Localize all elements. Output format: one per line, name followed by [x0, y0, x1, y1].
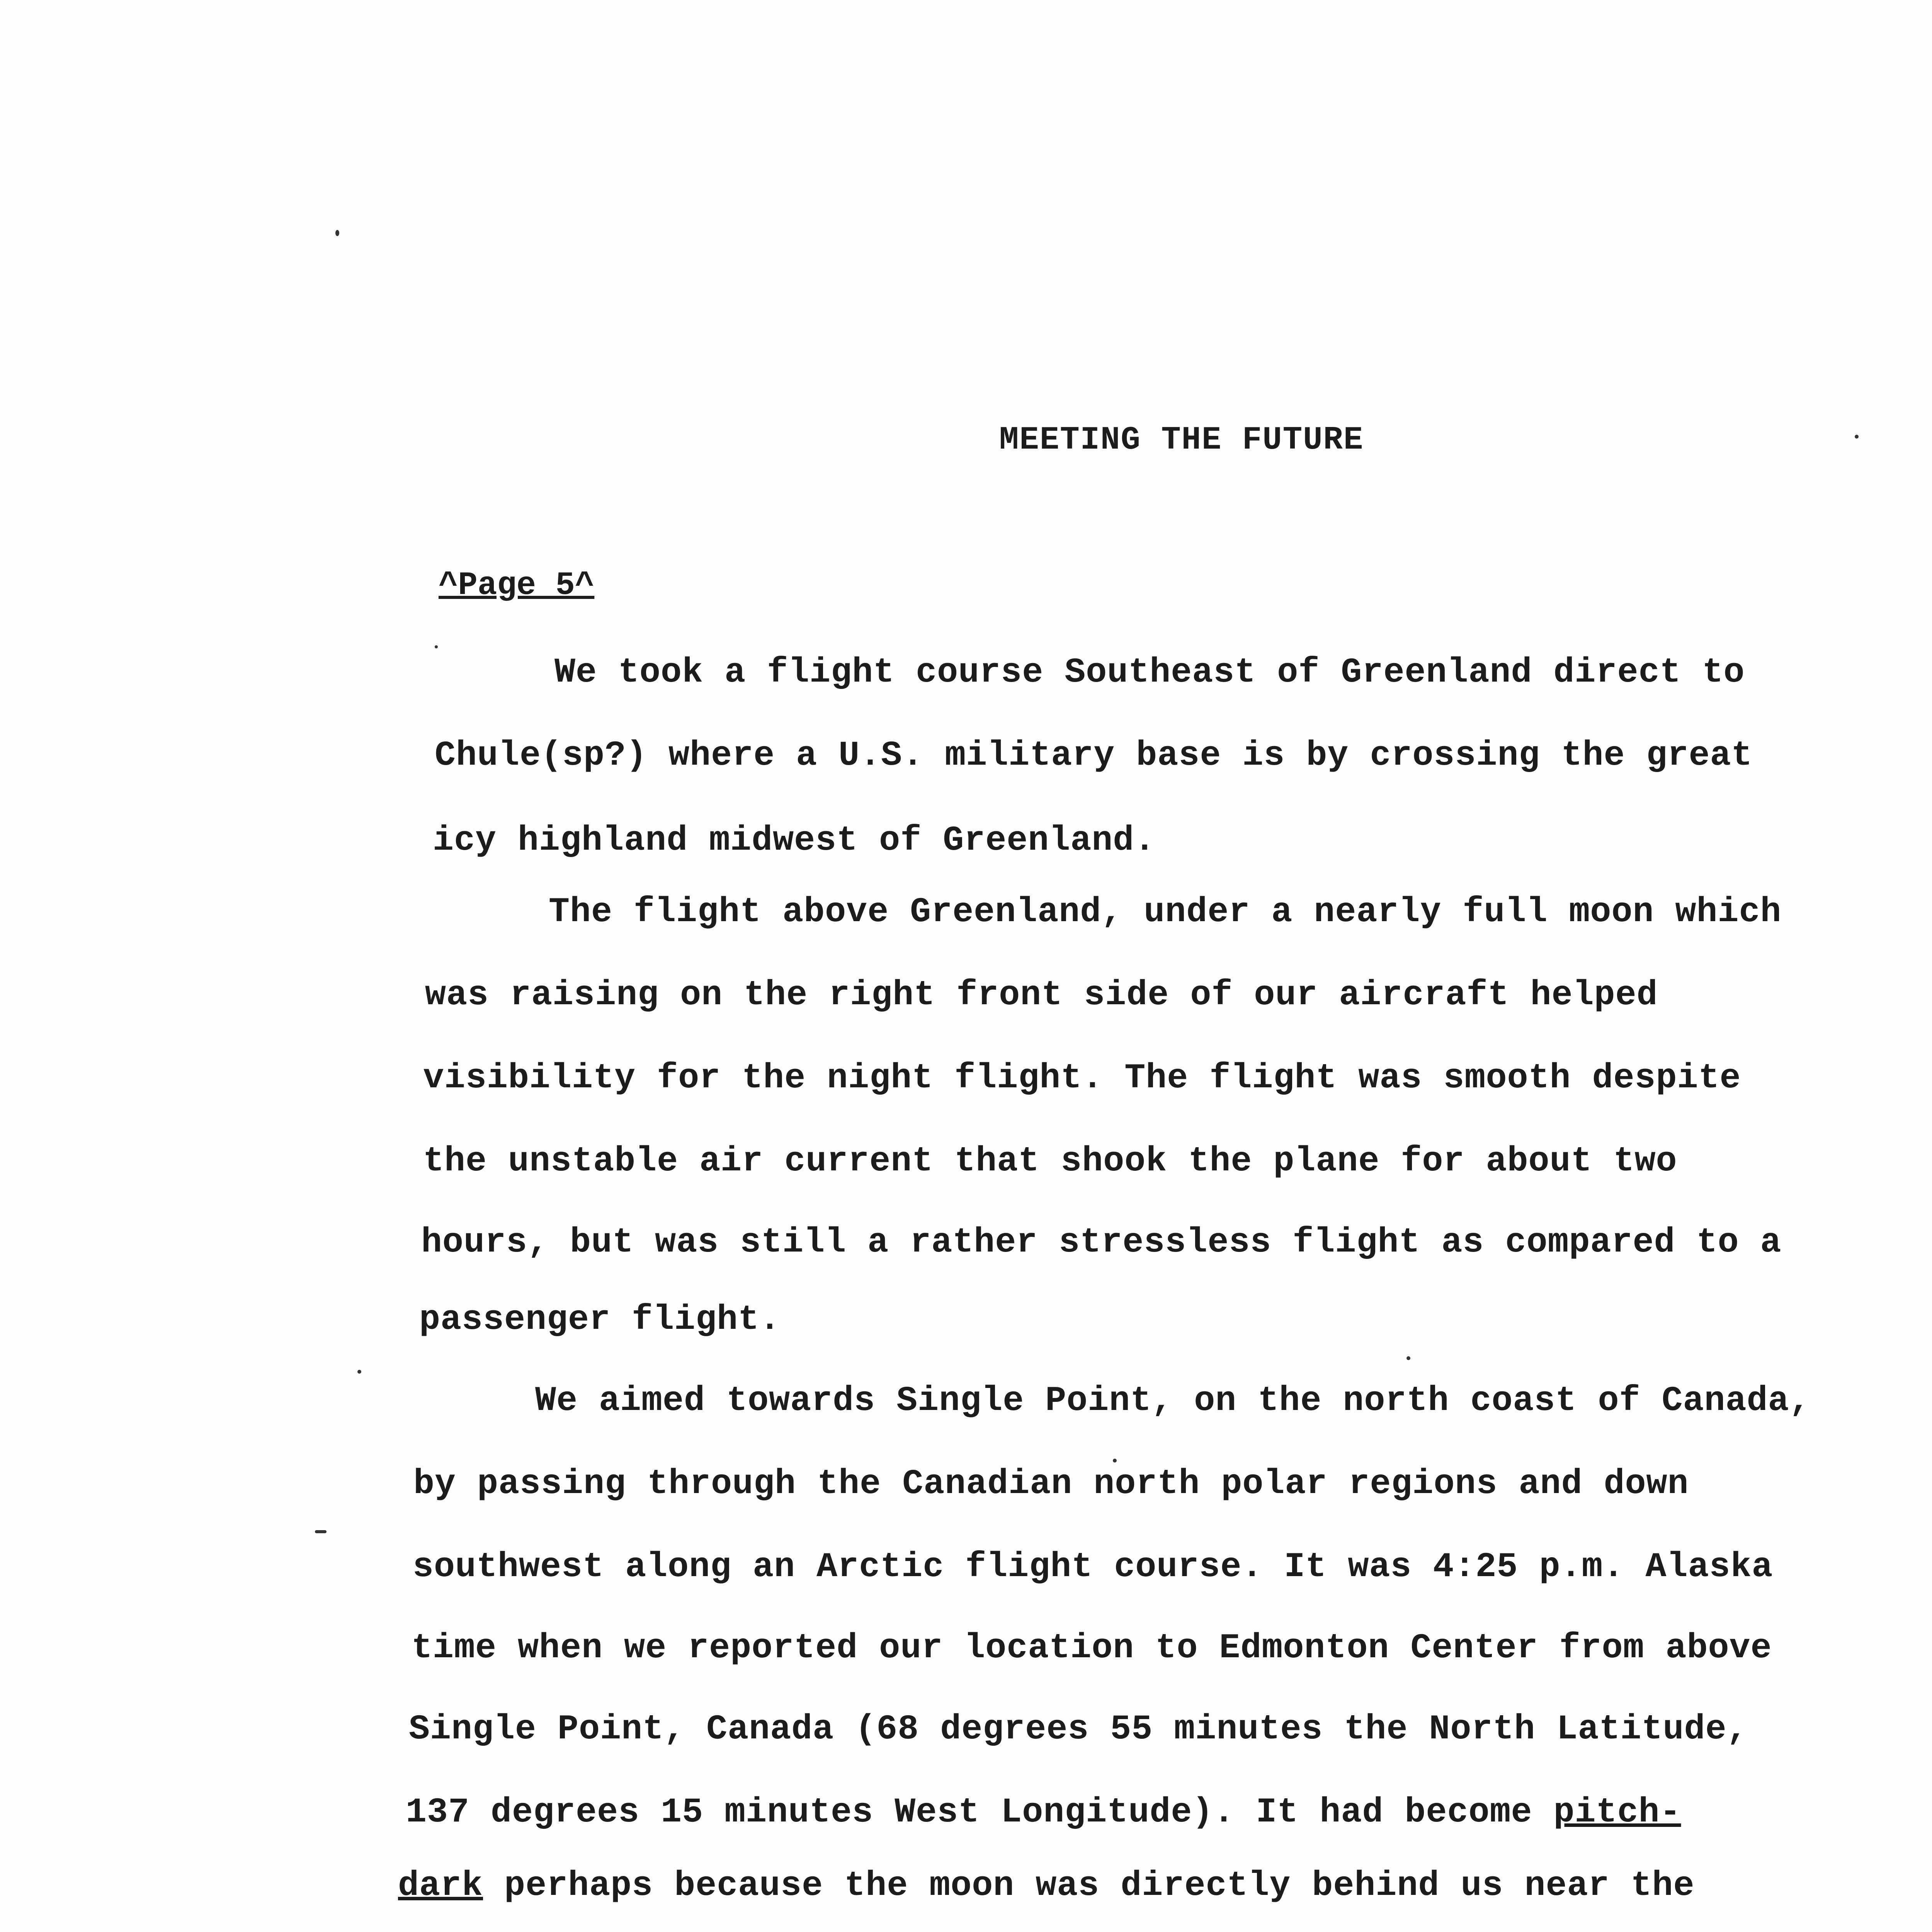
scan-speck	[315, 1530, 327, 1533]
paragraph1-line2: Chule(sp?) where a U.S. military base is by crossing the great	[435, 736, 1753, 776]
paragraph3-line3: southwest along an Arctic flight course. It was 4:25 p.m. Alaska	[413, 1548, 1773, 1587]
paragraph3-line7-text: perhaps because the moon was directly behind us near the	[483, 1866, 1695, 1906]
paragraph3-line6-text: 137 degrees 15 minutes West Longitude). It had become	[406, 1793, 1554, 1832]
paragraph2-line1: The flight above Greenland, under a nearly full moon which	[549, 893, 1782, 932]
page-label: ^Page 5^	[439, 567, 595, 604]
paragraph1-line3: icy highland midwest of Greenland.	[433, 821, 1156, 861]
document-title: MEETING THE FUTURE	[999, 422, 1364, 459]
paragraph3-line1: We aimed towards Single Point, on the north coast of Canada,	[535, 1381, 1811, 1421]
paragraph2-line6: passenger flight.	[419, 1300, 781, 1340]
paragraph2-line2: was raising on the right front side of our aircraft helped	[425, 976, 1658, 1015]
paragraph2-line3: visibility for the night flight. The flight was smooth despite	[423, 1059, 1741, 1098]
scan-speck	[435, 645, 438, 648]
scan-speck	[1406, 1356, 1410, 1360]
paragraph3-line6	[406, 1793, 1681, 1832]
scan-speck	[1855, 435, 1859, 439]
paragraph3-line7	[398, 1866, 1695, 1906]
paragraph3-line2: by passing through the Canadian north polar regions and down	[413, 1464, 1689, 1504]
scan-speck	[335, 230, 339, 236]
paragraph3-line4: time when we reported our location to Edmonton Center from above	[412, 1629, 1772, 1668]
paragraph3-line5: Single Point, Canada (68 degrees 55 minutes the North Latitude,	[409, 1710, 1748, 1749]
paragraph2-line5: hours, but was still a rather stressless flight as compared to a	[421, 1223, 1782, 1262]
scan-speck	[357, 1370, 361, 1374]
underlined-word-pitch: pitch-	[1553, 1793, 1681, 1832]
underlined-word-dark: dark	[398, 1866, 483, 1906]
scan-speck	[1113, 1459, 1117, 1463]
paragraph2-line4: the unstable air current that shook the plane for about two	[423, 1142, 1677, 1181]
paragraph1-line1: We took a flight course Southeast of Greenland direct to	[554, 653, 1745, 692]
